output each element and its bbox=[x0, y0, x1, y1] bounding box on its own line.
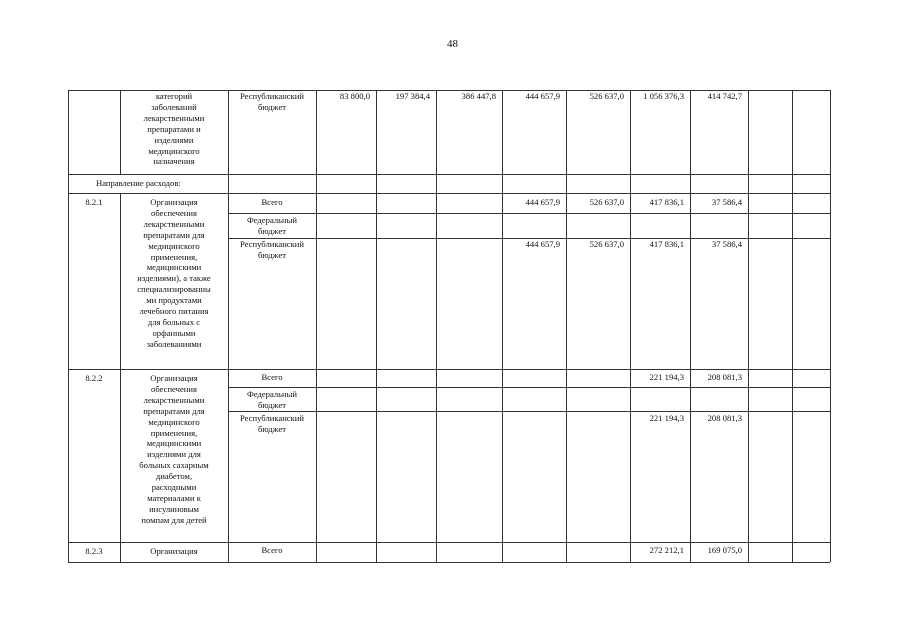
budget-source-line: бюджет bbox=[257, 225, 287, 236]
item-name-line: заболеваниями bbox=[146, 338, 202, 349]
value-cell: 83 800,0 bbox=[339, 91, 370, 101]
table-rule bbox=[68, 542, 830, 543]
table-column-rule bbox=[502, 90, 503, 174]
item-name bbox=[120, 197, 228, 350]
table-column-rule bbox=[630, 90, 631, 174]
category-name-line: медицинского bbox=[148, 145, 200, 156]
table-column-rule bbox=[690, 90, 691, 174]
direction-label: Направление расходов: bbox=[96, 178, 181, 188]
table-column-rule bbox=[316, 542, 317, 562]
table-column-rule bbox=[68, 193, 69, 369]
category-name-line: категорий bbox=[155, 91, 193, 101]
value-cell: 208 081,3 bbox=[707, 372, 742, 382]
table-column-rule bbox=[830, 193, 831, 369]
table-column-rule bbox=[792, 90, 793, 174]
table-column-rule bbox=[566, 193, 567, 369]
table-column-rule bbox=[566, 174, 567, 193]
table-column-rule bbox=[566, 542, 567, 562]
budget-source-line: бюджет bbox=[257, 399, 287, 410]
table-column-rule bbox=[792, 193, 793, 369]
table-column-rule bbox=[748, 90, 749, 174]
table-subrule bbox=[228, 387, 830, 388]
item-name-line: больных сахарным bbox=[139, 460, 209, 471]
item-name-line: применения, bbox=[150, 251, 198, 262]
item-code: 8.2.3 bbox=[85, 546, 103, 556]
value-cell: 414 742,7 bbox=[707, 91, 742, 101]
table-column-rule bbox=[502, 174, 503, 193]
table-column-rule bbox=[436, 90, 437, 174]
value-cell: 169 075,0 bbox=[707, 545, 742, 555]
item-name-line: препаратами для bbox=[143, 405, 205, 416]
item-code: 8.2.2 bbox=[85, 373, 103, 383]
item-name bbox=[120, 373, 228, 526]
item-name bbox=[120, 546, 228, 557]
table-column-rule bbox=[228, 174, 229, 193]
value-cell: 444 657,9 bbox=[525, 197, 560, 207]
table-column-rule bbox=[690, 369, 691, 542]
value-cell: 221 194,3 bbox=[649, 413, 684, 423]
category-name-line: лекарственными bbox=[143, 112, 205, 123]
table-column-rule bbox=[436, 542, 437, 562]
item-name-line: Организация bbox=[150, 546, 198, 556]
value-cell: 444 657,9 bbox=[525, 239, 560, 249]
item-name-line: для больных с bbox=[147, 316, 201, 327]
table-rule bbox=[68, 174, 830, 175]
item-name-line: медицинского bbox=[148, 240, 200, 251]
value-cell: 221 194,3 bbox=[649, 372, 684, 382]
item-name-line: помпам для детей bbox=[141, 514, 207, 525]
table-column-rule bbox=[376, 90, 377, 174]
category-name bbox=[120, 91, 228, 167]
item-name-line: Организация bbox=[150, 373, 198, 383]
value-cell: 386 447,8 bbox=[461, 91, 496, 101]
item-name-line: материалами к bbox=[147, 492, 201, 503]
budget-source-line: Республиканский bbox=[240, 413, 304, 423]
item-name-line: расходными bbox=[151, 482, 197, 493]
table-column-rule bbox=[566, 90, 567, 174]
budget-source-line: Всего bbox=[261, 197, 283, 207]
table-column-rule bbox=[830, 369, 831, 542]
budget-source-line: Федеральный bbox=[246, 215, 298, 225]
category-name-line: назначения bbox=[153, 156, 195, 167]
item-name-line: препаратами для bbox=[143, 229, 205, 240]
table-column-rule bbox=[748, 542, 749, 562]
budget-source bbox=[228, 413, 316, 435]
table-column-rule bbox=[502, 369, 503, 542]
budget-source-line: Республиканский bbox=[240, 91, 304, 101]
table-column-rule bbox=[436, 369, 437, 542]
table-subrule bbox=[228, 213, 830, 214]
value-cell: 197 384,4 bbox=[395, 91, 430, 101]
table-column-rule bbox=[436, 193, 437, 369]
item-name-line: инсулиновым bbox=[149, 503, 199, 514]
budget-source-line: Федеральный bbox=[246, 389, 298, 399]
table-column-rule bbox=[316, 193, 317, 369]
table-subrule bbox=[228, 411, 830, 412]
item-name-line: изделиями), а также bbox=[137, 273, 211, 284]
item-name-line: обеспечения bbox=[151, 383, 197, 394]
value-cell: 417 836,1 bbox=[649, 239, 684, 249]
item-name-line: применения, bbox=[150, 427, 198, 438]
budget-source-line: Всего bbox=[261, 372, 283, 382]
item-name-line: обеспечения bbox=[151, 207, 197, 218]
budget-source-line: бюджет bbox=[257, 423, 287, 434]
table-column-rule bbox=[630, 174, 631, 193]
table-rule bbox=[68, 562, 830, 563]
value-cell: 444 657,9 bbox=[525, 91, 560, 101]
budget-source-line: Всего bbox=[261, 545, 283, 555]
table-column-rule bbox=[376, 193, 377, 369]
item-name-line: лекарственными bbox=[143, 394, 205, 405]
table-column-rule bbox=[830, 542, 831, 562]
item-name-line: лекарственными bbox=[143, 218, 205, 229]
table-column-rule bbox=[690, 193, 691, 369]
value-cell: 526 637,0 bbox=[589, 91, 624, 101]
table-column-rule bbox=[316, 90, 317, 174]
page-number: 48 bbox=[447, 38, 458, 50]
table-column-rule bbox=[376, 369, 377, 542]
table-rule bbox=[68, 369, 830, 370]
table-column-rule bbox=[630, 193, 631, 369]
table-column-rule bbox=[566, 369, 567, 542]
item-name-line: медицинскими bbox=[146, 438, 202, 449]
item-name-line: Организация bbox=[150, 197, 198, 207]
table-column-rule bbox=[748, 193, 749, 369]
category-name-line: изделиями bbox=[154, 134, 194, 145]
table-column-rule bbox=[792, 369, 793, 542]
table-column-rule bbox=[748, 369, 749, 542]
budget-source-line: бюджет bbox=[257, 249, 287, 260]
value-cell: 37 586,4 bbox=[711, 239, 742, 249]
table-column-rule bbox=[690, 174, 691, 193]
table-column-rule bbox=[792, 542, 793, 562]
budget-source bbox=[228, 239, 316, 261]
table-column-rule bbox=[630, 369, 631, 542]
table-column-rule bbox=[436, 174, 437, 193]
budget-source bbox=[228, 215, 316, 237]
table-rule bbox=[68, 193, 830, 194]
item-name-line: орфанными bbox=[152, 327, 196, 338]
table-column-rule bbox=[68, 90, 69, 174]
item-name-line: медицинскими bbox=[146, 262, 202, 273]
item-name-line: лечебного питания bbox=[139, 306, 209, 317]
value-cell: 272 212,1 bbox=[649, 545, 684, 555]
table-column-rule bbox=[792, 174, 793, 193]
budget-source bbox=[228, 389, 316, 411]
table-column-rule bbox=[68, 174, 69, 193]
value-cell: 37 586,4 bbox=[711, 197, 742, 207]
table-column-rule bbox=[316, 369, 317, 542]
item-name-line: диабетом, bbox=[155, 471, 193, 482]
table-column-rule bbox=[376, 174, 377, 193]
budget-source bbox=[228, 197, 316, 208]
budget-source-line: бюджет bbox=[257, 101, 287, 112]
table-column-rule bbox=[830, 90, 831, 174]
table-column-rule bbox=[68, 369, 69, 542]
budget-source bbox=[228, 545, 316, 556]
budget-source-line: Республиканский bbox=[240, 239, 304, 249]
category-name-line: препаратами и bbox=[147, 123, 201, 134]
value-cell: 526 637,0 bbox=[589, 239, 624, 249]
budget-source bbox=[228, 91, 316, 113]
value-cell: 1 056 376,3 bbox=[643, 91, 684, 101]
item-code: 8.2.1 bbox=[85, 197, 103, 207]
table-column-rule bbox=[376, 542, 377, 562]
category-name-line: заболеваний bbox=[151, 101, 197, 112]
budget-source bbox=[228, 372, 316, 383]
item-name-line: специализированны bbox=[137, 284, 211, 295]
value-cell: 208 081,3 bbox=[707, 413, 742, 423]
table-column-rule bbox=[502, 193, 503, 369]
table-column-rule bbox=[748, 174, 749, 193]
table-column-rule bbox=[502, 542, 503, 562]
item-name-line: ми продуктами bbox=[146, 295, 202, 306]
item-name-line: изделиями для bbox=[147, 449, 201, 460]
table-column-rule bbox=[316, 174, 317, 193]
value-cell: 417 836,1 bbox=[649, 197, 684, 207]
table-column-rule bbox=[830, 174, 831, 193]
value-cell: 526 637,0 bbox=[589, 197, 624, 207]
item-name-line: медицинского bbox=[148, 416, 200, 427]
